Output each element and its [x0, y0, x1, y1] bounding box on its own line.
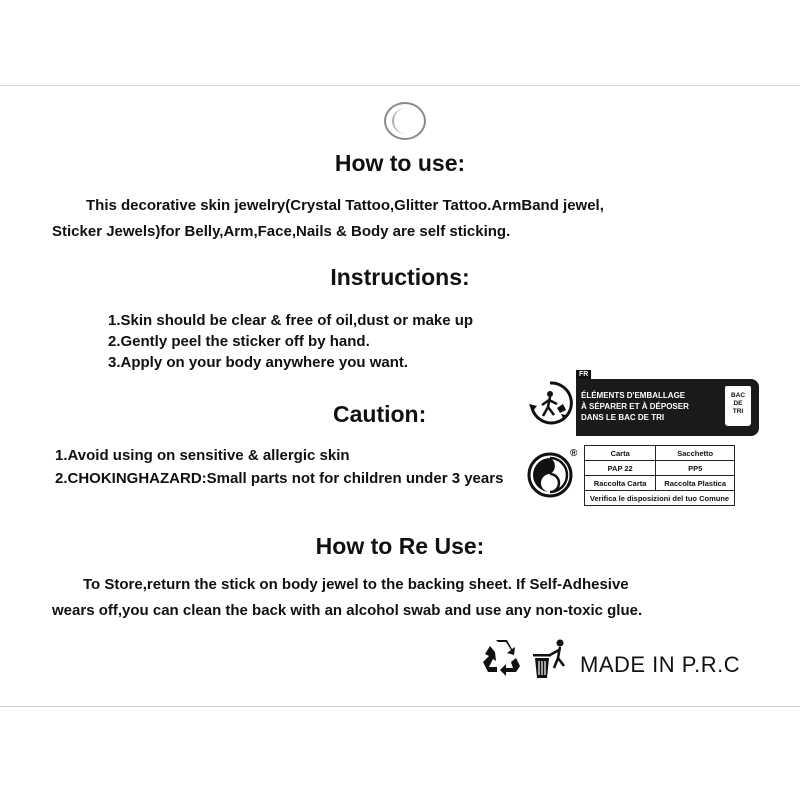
bin-label: TRI — [732, 408, 744, 415]
sorting-line: À SÉPARER ET À DÉPOSER — [581, 402, 689, 411]
reuse-line: To Store,return the stick on body jewel to the backing sheet. If Self-Adhesive — [83, 576, 629, 593]
bin-label: BAC — [730, 392, 746, 399]
triman-icon — [527, 380, 573, 426]
sorting-line: ÉLÉMENTS D'EMBALLAGE — [581, 391, 686, 400]
instructions-title: Instructions: — [330, 264, 470, 290]
table-cell: PP5 — [656, 461, 735, 476]
recycle-icon — [483, 640, 520, 676]
list-item: 1.Skin should be clear & free of oil,dust or make up — [108, 312, 474, 329]
table-footer: Verifica le disposizioni del tuo Comune — [585, 491, 735, 506]
sorting-instructions — [576, 379, 759, 436]
hang-hole — [384, 102, 426, 140]
caution-title: Caution: — [333, 401, 427, 427]
list-item: 3.Apply on your body anywhere you want. — [108, 354, 409, 371]
how-to-use-line: Sticker Jewels)for Belly,Arm,Face,Nails & Body are self sticking. — [52, 223, 511, 240]
sorting-line: DANS LE BAC DE TRI — [581, 413, 665, 422]
registered-mark: ® — [570, 448, 578, 459]
reuse-line: wears off,you can clean the back with an alcohol swab and use any non-toxic glue. — [52, 602, 643, 619]
list-item: 1.Avoid using on sensitive & allergic skin — [55, 447, 350, 464]
sorting-bin-icon — [725, 386, 751, 426]
list-item: 2.CHOKINGHAZARD:Small parts not for children under 3 years — [55, 470, 504, 487]
table-cell: PAP 22 — [585, 461, 656, 476]
table-cell: Raccolta Plastica — [656, 476, 735, 491]
how-to-use-line: This decorative skin jewelry(Crystal Tattoo,Glitter Tattoo.ArmBand jewel, — [86, 197, 604, 214]
fr-tag: FR — [576, 370, 591, 379]
bin-label: DE — [733, 400, 743, 407]
reuse-title: How to Re Use: — [315, 533, 485, 559]
caution-list — [55, 444, 503, 490]
table-cell: Carta — [585, 446, 656, 461]
how-to-use-title: How to use: — [334, 150, 466, 176]
green-dot-icon — [527, 452, 573, 498]
disposal-icons — [480, 638, 570, 682]
list-item: 2.Gently peel the sticker off by hand. — [108, 333, 370, 350]
trash-bin-icon — [533, 640, 564, 679]
made-in-label: MADE IN P.R.C — [580, 652, 741, 677]
reuse-text — [52, 572, 643, 624]
table-cell: Raccolta Carta — [585, 476, 656, 491]
instructions-list — [108, 310, 473, 373]
table-cell: Sacchetto — [656, 446, 735, 461]
material-table — [584, 445, 735, 506]
how-to-use-text — [52, 193, 604, 245]
